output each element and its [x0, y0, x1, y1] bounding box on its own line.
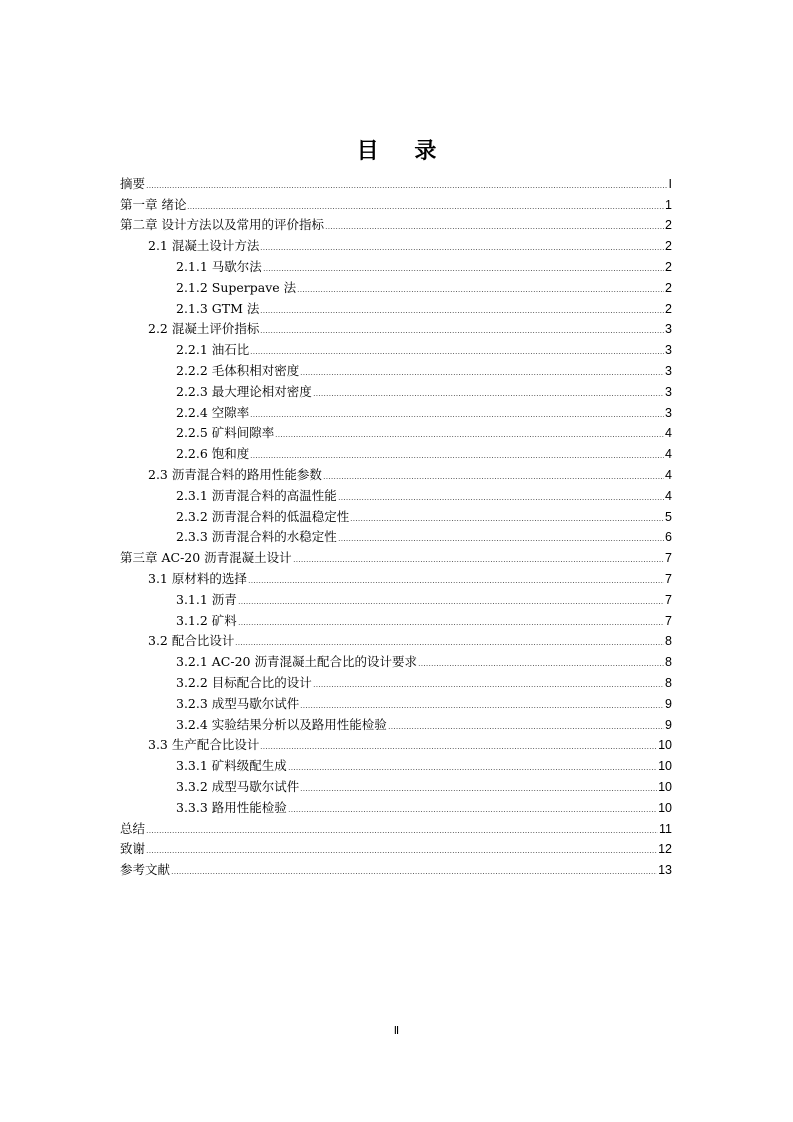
toc-entry-label: 3.2.2 目标配合比的设计: [176, 674, 312, 690]
toc-entry-label: 2.2.3 最大理论相对密度: [176, 383, 312, 399]
toc-entry[interactable]: [120, 711, 672, 732]
toc-dot-leader: [146, 187, 668, 188]
toc-dot-leader: [260, 249, 664, 250]
toc-entry-label: 3.3.2 成型马歇尔试件: [176, 778, 300, 794]
toc-entry-label: 2.2.2 毛体积相对密度: [176, 362, 300, 378]
toc-entry[interactable]: [120, 856, 672, 877]
toc-dot-leader: [300, 707, 664, 708]
toc-entry-label: 第二章 设计方法以及常用的评价指标: [120, 217, 324, 233]
page-title: 目 录: [356, 139, 451, 164]
toc-dot-leader: [338, 540, 664, 541]
toc-entry[interactable]: [120, 336, 672, 357]
page-number: Ⅱ: [393, 1025, 400, 1037]
toc-dot-leader: [288, 811, 657, 812]
toc-entry-label: 2.2.4 空隙率: [176, 404, 250, 420]
toc-entry-label: 总结: [120, 820, 146, 836]
toc-entry-label: 3.3.3 路用性能检验: [176, 799, 287, 815]
toc-entry-label: 参考文献: [120, 862, 171, 878]
toc-entry[interactable]: [120, 544, 672, 565]
toc-dot-leader: [235, 644, 664, 645]
toc-entry-label: 2.2.5 矿料间隙率: [176, 425, 275, 441]
toc-dot-leader: [288, 769, 657, 770]
toc-dot-leader: [187, 208, 664, 209]
toc-entry-label: 2.2 混凝土评价指标: [148, 321, 260, 337]
toc-entry-label: 第三章 AC-20 沥青混凝土设计: [120, 550, 292, 566]
toc-entry[interactable]: [120, 836, 672, 857]
toc-entry-label: 3.2.4 实验结果分析以及路用性能检验: [176, 716, 387, 732]
toc-entry-label: 3.1.2 矿料: [176, 612, 237, 628]
toc-entry[interactable]: [120, 773, 672, 794]
toc-entry[interactable]: [120, 607, 672, 628]
toc-entry[interactable]: [120, 295, 672, 316]
toc-entry[interactable]: [120, 440, 672, 461]
toc-dot-leader: [260, 312, 664, 313]
toc-entry-page: 8: [665, 634, 672, 649]
toc-entry-page: 12: [658, 842, 672, 857]
toc-dot-leader: [263, 270, 664, 271]
toc-entry-page: 7: [665, 592, 672, 607]
toc-entry[interactable]: [120, 274, 672, 295]
toc-entry-page: 1: [665, 197, 672, 212]
toc-dot-leader: [238, 624, 664, 625]
toc-dot-leader: [260, 332, 664, 333]
toc-entry[interactable]: [120, 732, 672, 753]
toc-entry[interactable]: [120, 191, 672, 212]
toc-entry-label: 3.3.1 矿料级配生成: [176, 758, 287, 774]
toc-dot-leader: [260, 748, 657, 749]
toc-entry-page: 10: [658, 759, 672, 774]
toc-dot-leader: [250, 457, 664, 458]
toc-entry[interactable]: [120, 586, 672, 607]
toc-entry-page: 9: [665, 696, 672, 711]
toc-entry-label: 3.3 生产配合比设计: [148, 737, 260, 753]
toc-entry-page: 3: [665, 363, 672, 378]
toc-entry-page: 10: [658, 779, 672, 794]
toc-entry[interactable]: [120, 212, 672, 233]
toc-entry-page: 2: [665, 218, 672, 233]
toc-entry-page: 3: [665, 322, 672, 337]
toc-entry[interactable]: [120, 648, 672, 669]
toc-entry[interactable]: [120, 316, 672, 337]
toc-dot-leader: [300, 790, 657, 791]
toc-dot-leader: [238, 603, 664, 604]
toc-entry-page: 2: [665, 239, 672, 254]
toc-entry[interactable]: [120, 378, 672, 399]
toc-entry-page: 6: [665, 530, 672, 545]
toc-dot-leader: [323, 478, 664, 479]
toc-dot-leader: [297, 291, 664, 292]
toc-entry[interactable]: [120, 669, 672, 690]
toc-entry-page: 4: [665, 488, 672, 503]
toc-entry-page: 9: [665, 717, 672, 732]
toc-entry-page: 3: [665, 384, 672, 399]
toc-entry[interactable]: [120, 253, 672, 274]
toc-dot-leader: [146, 852, 657, 853]
toc-entry-page: 7: [665, 551, 672, 566]
toc-entry[interactable]: [120, 482, 672, 503]
toc-dot-leader: [248, 582, 664, 583]
toc-dot-leader: [418, 665, 664, 666]
toc-dot-leader: [275, 436, 664, 437]
toc-entry-label: 2.3 沥青混合料的路用性能参数: [148, 466, 322, 482]
toc-entry[interactable]: [120, 461, 672, 482]
toc-entry-label: 2.3.2 沥青混合料的低温稳定性: [176, 508, 350, 524]
toc-entry-page: 11: [659, 821, 672, 836]
toc-entry-page: 13: [658, 863, 672, 878]
toc-entry-page: I: [668, 176, 672, 191]
table-of-contents: [120, 170, 672, 877]
toc-entry[interactable]: [120, 565, 672, 586]
toc-entry-label: 3.2.1 AC-20 沥青混凝土配合比的设计要求: [176, 654, 417, 670]
toc-dot-leader: [146, 832, 658, 833]
toc-entry-label: 2.1.1 马歇尔法: [176, 258, 262, 274]
toc-entry-label: 2.3.3 沥青混合料的水稳定性: [176, 529, 337, 545]
toc-entry-label: 2.2.1 油石比: [176, 342, 250, 358]
toc-dot-leader: [338, 499, 664, 500]
toc-entry-page: 4: [665, 426, 672, 441]
toc-entry[interactable]: [120, 232, 672, 253]
toc-dot-leader: [300, 374, 664, 375]
toc-entry[interactable]: [120, 794, 672, 815]
toc-entry-label: 第一章 绪论: [120, 196, 187, 212]
toc-entry[interactable]: [120, 628, 672, 649]
toc-dot-leader: [325, 228, 664, 229]
toc-entry-page: 10: [658, 738, 672, 753]
toc-entry[interactable]: [120, 690, 672, 711]
toc-entry-page: 4: [665, 447, 672, 462]
toc-entry-label: 3.1 原材料的选择: [148, 570, 247, 586]
toc-entry-label: 3.1.1 沥青: [176, 591, 237, 607]
toc-entry-label: 摘要: [120, 175, 146, 191]
toc-entry-label: 3.2.3 成型马歇尔试件: [176, 695, 300, 711]
toc-dot-leader: [350, 520, 664, 521]
toc-dot-leader: [250, 416, 664, 417]
toc-entry-page: 5: [665, 509, 672, 524]
toc-entry-page: 2: [665, 259, 672, 274]
toc-dot-leader: [293, 561, 664, 562]
toc-entry[interactable]: [120, 815, 672, 836]
toc-dot-leader: [313, 686, 664, 687]
toc-entry-page: 8: [665, 655, 672, 670]
toc-dot-leader: [171, 873, 657, 874]
toc-entry-page: 10: [658, 800, 672, 815]
toc-entry-page: 8: [665, 675, 672, 690]
toc-entry-page: 2: [665, 301, 672, 316]
toc-entry[interactable]: [120, 420, 672, 441]
toc-entry[interactable]: [120, 752, 672, 773]
toc-entry-label: 2.1.2 Superpave 法: [176, 279, 297, 295]
toc-entry-label: 2.3.1 沥青混合料的高温性能: [176, 487, 337, 503]
toc-dot-leader: [388, 728, 664, 729]
toc-dot-leader: [313, 395, 664, 396]
toc-entry[interactable]: [120, 524, 672, 545]
toc-entry[interactable]: [120, 357, 672, 378]
toc-entry[interactable]: [120, 503, 672, 524]
toc-entry-page: 7: [665, 613, 672, 628]
toc-entry-page: 7: [665, 571, 672, 586]
toc-entry-label: 2.1.3 GTM 法: [176, 300, 260, 316]
toc-entry[interactable]: [120, 170, 672, 191]
toc-entry-label: 2.2.6 饱和度: [176, 446, 250, 462]
toc-dot-leader: [250, 353, 664, 354]
toc-entry-label: 2.1 混凝土设计方法: [148, 238, 260, 254]
toc-entry[interactable]: [120, 399, 672, 420]
toc-entry-page: 3: [665, 343, 672, 358]
toc-entry-page: 3: [665, 405, 672, 420]
toc-entry-page: 4: [665, 467, 672, 482]
toc-entry-label: 致谢: [120, 841, 146, 857]
toc-entry-page: 2: [665, 280, 672, 295]
toc-entry-label: 3.2 配合比设计: [148, 633, 235, 649]
